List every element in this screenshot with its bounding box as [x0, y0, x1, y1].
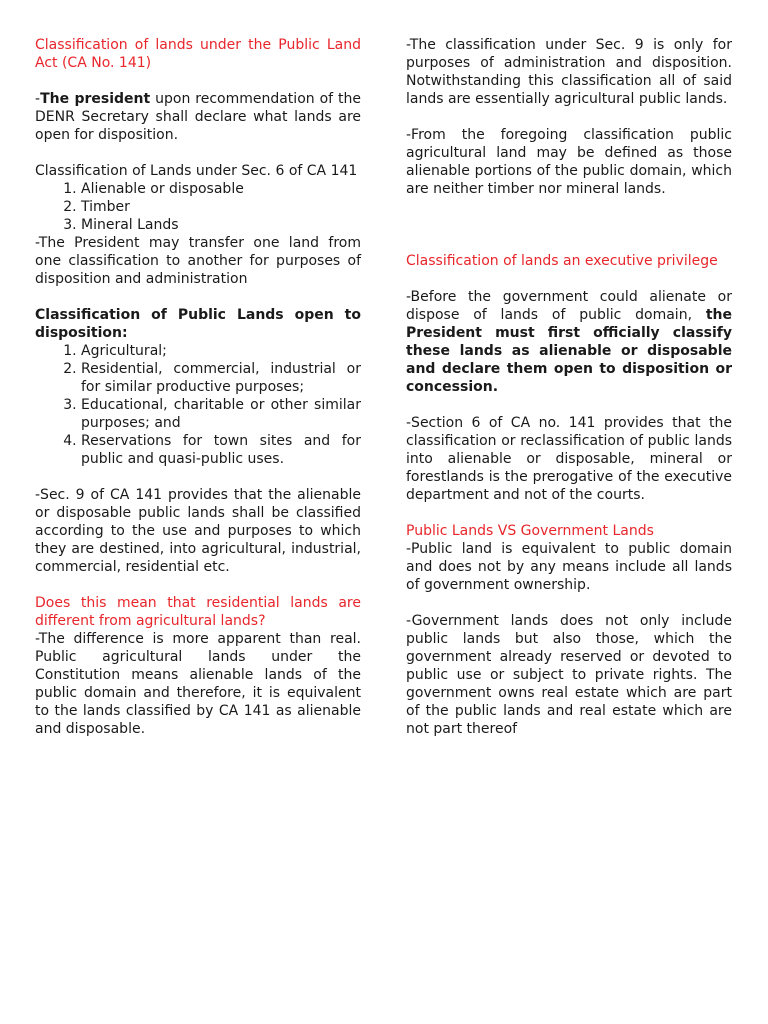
paragraph-president-rest: upon recommendation of the DENR Secretary shall declare what lands are open for disposition.	[35, 91, 361, 143]
paragraph-agricultural-definition: -From the foregoing classification public agricultural land may be defined as those alienable portions of the public domain, which are neither timber nor mineral lands.	[406, 127, 732, 197]
paragraph-public-land-definition: -Public land is equivalent to public domain and does not by any means include all lands of government ownership.	[406, 541, 732, 593]
paragraph-president-declares	[35, 90, 361, 144]
heading-executive-privilege: Classification of lands an executive privilege	[406, 253, 718, 269]
bold-the-president: The president	[40, 91, 151, 107]
paragraph-sec9-classification: -The classification under Sec. 9 is only for purposes of administration and disposition. Notwithstanding this classification all of said lands are essentially agricultural public lands.	[406, 37, 732, 107]
sec6-intro: Classification of Lands under Sec. 6 of CA 141	[35, 163, 358, 179]
heading-open-to-disposition: Classification of Public Lands open to disposition:	[35, 307, 361, 341]
open-disposition-list	[35, 342, 361, 468]
list-item: 2. Residential, commercial, industrial or for similar productive purposes;	[81, 360, 361, 396]
list-item: 3. Mineral Lands	[81, 216, 361, 234]
list-item: 3. Educational, charitable or other similar purposes; and	[81, 396, 361, 432]
paragraph-lead-dash: -	[35, 91, 41, 107]
heading-public-vs-government-lands: Public Lands VS Government Lands	[406, 523, 654, 539]
question-residential-vs-agricultural: Does this mean that residential lands are different from agricultural lands?	[35, 595, 361, 629]
paragraph-president-transfer: -The President may transfer one land from one classification to another for purposes of disposition and administration	[35, 235, 361, 287]
right-column	[406, 36, 732, 738]
left-column	[35, 36, 361, 738]
paragraph-government-lands: -Government lands does not only include public lands but also those, which the government already reserved or devoted to public use or subject to private rights. The government owns real estate which are part of the public lands and real estate which are not part thereof	[406, 613, 732, 737]
list-item: 1. Alienable or disposable	[81, 180, 361, 198]
paragraph-sec9: -Sec. 9 of CA 141 provides that the alienable or disposable public lands shall be classified according to the use and purposes to which they are destined, into agricultural, industrial, commercial, residential etc.	[35, 487, 361, 575]
list-item: 2. Timber	[81, 198, 361, 216]
heading-public-land-act: Classification of lands under the Public Land Act (CA No. 141)	[35, 37, 361, 71]
bold-president-must-classify: the President must first officially classify these lands as alienable or disposable and declare them open to disposition or concession.	[406, 307, 732, 395]
paragraph-section6-prerogative: -Section 6 of CA no. 141 provides that the classification or reclassification of public lands into alienable or disposable, mineral or forestlands is the prerogative of the executive department and not of the courts.	[406, 415, 732, 503]
list-item: 1. Agricultural;	[81, 342, 361, 360]
list-item: 4. Reservations for town sites and for public and quasi-public uses.	[81, 432, 361, 468]
paragraph-difference-apparent: -The difference is more apparent than real. Public agricultural lands under the Constitution means alienable lands of the public domain and therefore, it is equivalent to the lands classified by CA 141 as alienable and disposable.	[35, 631, 361, 737]
sec6-list	[35, 180, 361, 234]
paragraph-before-alienate	[406, 288, 732, 396]
paragraph-before-alienate-text: -Before the government could alienate or dispose of lands of public domain,	[406, 289, 732, 323]
